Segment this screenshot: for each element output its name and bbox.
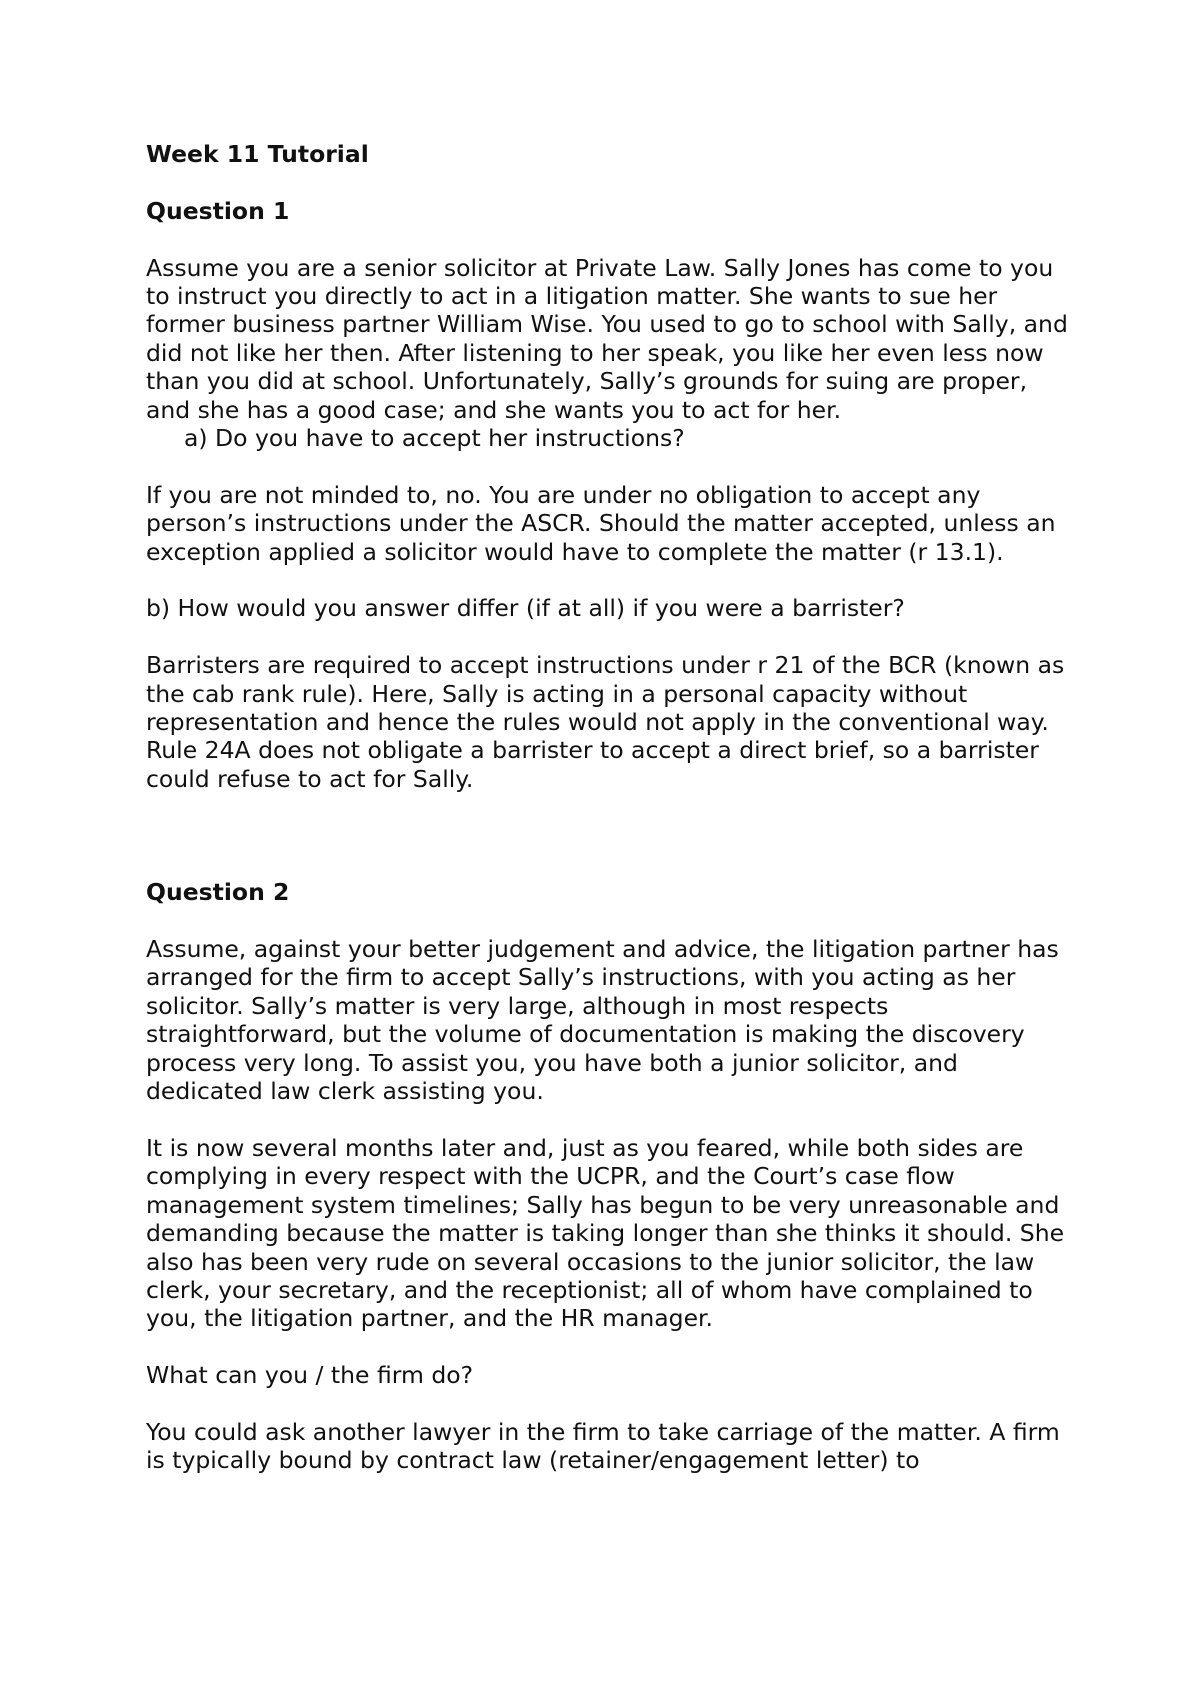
question-2-prompt-2: It is now several months later and, just as you feared, while both sides are complying in every respect with the UCPR, and the Court’s case flow management system timelines; Sally has begun to be very unreasonable and demanding because the matter is taking longer than she thinks it should. She also has been very rude on several occasions to the junior solicitor, the law clerk, your secretary, and the receptionist; all of whom have complained to you, the litigation partner, and the HR manager. [146, 1133, 1065, 1333]
question-2-heading: Question 2 [146, 878, 290, 907]
spacer [146, 1106, 1076, 1134]
question-1-answer-b: Barristers are required to accept instructions under r 21 of the BCR (known as the cab rank rule). Here, Sally is acting in a personal capacity without representation and hence the rules would not apply in the conventional way. Rule 24A does not obligate a barrister to accept a direct brief, so a barrister could refuse to act for Sally. [146, 651, 1065, 793]
question-1-answer-a: If you are not minded to, no. You are under no obligation to accept any person’s instructions under the ASCR. Should the matter accepted, unless an exception applied a solicitor would have to complete the matter (r 13.1). [146, 480, 1056, 566]
spacer [146, 623, 1076, 651]
document-title: Week 11 Tutorial [146, 140, 369, 168]
question-1-prompt: Assume you are a senior solicitor at Private Law. Sally Jones has come to you to instruct you directly to act in a litigation matter. She wants to sue her former business partner William Wise. You used to go to school with Sally, and did not like her then. After listening to her speak, you like her even less now than you did at school. Unfortunately, Sally’s grounds for suing are proper, and she has a good case; and she wants you to act for her. [146, 253, 1068, 424]
question-1-part-a: a) Do you have to accept her instructions? [184, 424, 685, 453]
spacer [146, 907, 1076, 935]
question-2-prompt-1: Assume, against your better judgement and advice, the litigation partner has arranged for the firm to accept Sally’s instructions, with you acting as her solicitor. Sally’s matter is very large, although in most respects straightforward, but the volume of documentation is making the discovery process very long. To assist you, you have both a junior solicitor, and dedicated law clerk assisting you. [146, 935, 1059, 1106]
spacer [146, 168, 1076, 196]
question-1-part-b: b) How would you answer differ (if at all) if you were a barrister? [146, 594, 905, 623]
spacer [146, 566, 1076, 594]
spacer [146, 1390, 1076, 1418]
spacer [146, 452, 1076, 480]
spacer [146, 1333, 1076, 1361]
question-2-question: What can you / the firm do? [146, 1361, 474, 1390]
document-page [146, 140, 1076, 1475]
question-1-heading: Question 1 [146, 196, 290, 225]
question-2-answer: You could ask another lawyer in the firm to take carriage of the matter. A firm is typically bound by contract law (retainer/engagement letter) to [146, 1417, 1060, 1475]
spacer [146, 225, 1076, 253]
spacer [146, 793, 1076, 878]
